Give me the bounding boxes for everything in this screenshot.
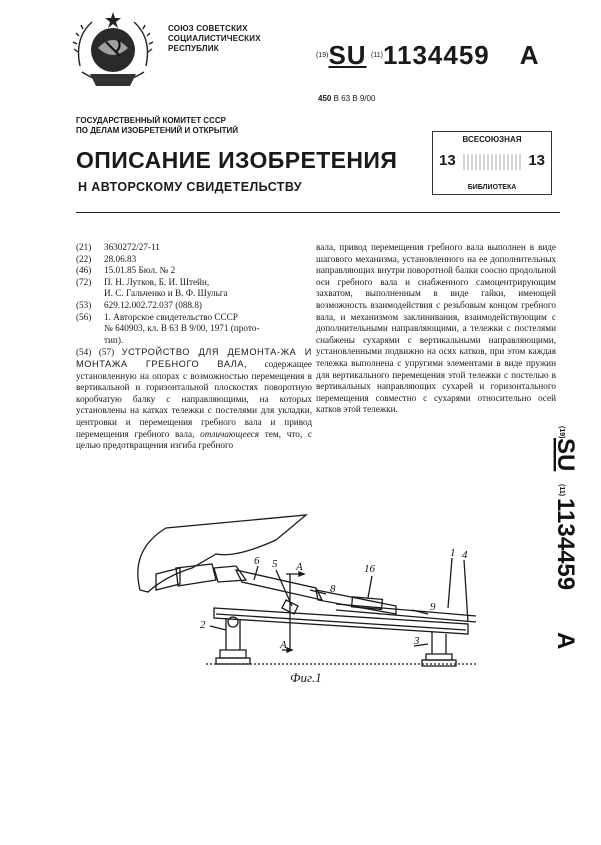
- figure-caption: Фиг.1: [290, 670, 322, 685]
- label-a-top: А: [296, 561, 303, 573]
- left-support: [220, 618, 246, 658]
- label-6: 6: [254, 555, 260, 567]
- label-a-bottom: А: [280, 639, 287, 651]
- country-code: SU: [328, 40, 367, 70]
- biblio-row: № 640903, кл. В 63 В 9/00, 1971 (прото-: [104, 323, 260, 334]
- label-1: 1: [450, 547, 456, 559]
- label-2: 2: [200, 619, 206, 631]
- label-5: 5: [272, 558, 278, 570]
- label-16: 16: [364, 563, 375, 575]
- library-stamp: ВСЕСОЮЗНАЯ 13 13 БИБЛИОТЕКА: [432, 131, 552, 195]
- biblio-row: И. С. Гальченко и В. Ф. Шульга: [104, 288, 228, 299]
- sidebar-country: SU: [552, 438, 579, 472]
- patent-number: 1134459: [382, 40, 490, 70]
- right-column: [316, 242, 556, 416]
- biblio-row: (56) 1. Авторское свидетельство СССР: [76, 311, 238, 322]
- header-divider: [76, 212, 560, 213]
- label-9: 9: [430, 601, 436, 613]
- propeller-shaft: [214, 566, 322, 600]
- biblio-row: (72) П. Н. Лутков, Б. И. Штейн,: [76, 276, 210, 287]
- bibliographic-data: [76, 242, 312, 346]
- sidebar-country-code: (19): [558, 426, 565, 439]
- patent-number-block: (19)SU (11)1134459 A: [316, 40, 539, 70]
- invention-title: УСТРОЙСТВО ДЛЯ ДЕМОНТА-ЖА И МОНТАЖА ГРЕБНОГО ВАЛА,: [76, 347, 312, 369]
- biblio-row: (21) 3630272/27-11: [76, 242, 160, 252]
- right-support: [426, 632, 452, 660]
- biblio-row: (53) 629.12.002.72.037 (088.8): [76, 299, 202, 310]
- biblio-row: тип).: [104, 334, 124, 345]
- committee-name: ГОСУДАРСТВЕННЫЙ КОМИТЕТ СССР ПО ДЕЛАМ ИЗОБРЕТЕНИЙ И ОТКРЫТИЙ: [76, 116, 239, 135]
- sidebar-number: 1134459: [552, 498, 579, 591]
- claim-continuation: вала, привод перемещения гребного вала выполнен в виде шагового механизма, установленного на ее дополнительных направляющих внутри поворотной балки соосно продольной оси гребного вала и снабженного самоцентрирующим захватом, выполненным в виде гайки, имеющей возможность взаимодействия с резьбовым концом гребного вала, и механизмом заклинивания, взаимодействующим с дополнительными направляющими, а тележки с постелями снабжены сухарями с вертикальными направляющими, установленными подвижно на осях катков, при этом каждая тележка выполнена с упругими элементами в виде пружин для вертикального перемещения этой тележки с постелью в вертикальных направляющих сухарей и горизонтального перемещения совместно с сухарями относительно осей катков этой тележки.: [316, 242, 556, 415]
- issuer-name: СОЮЗ СОВЕТСКИХ СОЦИАЛИСТИЧЕСКИХ РЕСПУБЛИК: [168, 24, 261, 53]
- sidebar-number-code: (11): [558, 484, 565, 497]
- ipc-classification: 450 В 63 В 9/00: [318, 94, 376, 103]
- document-subtitle: Н АВТОРСКОМУ СВИДЕТЕЛЬСТВУ: [78, 180, 302, 194]
- state-emblem-icon: [70, 8, 156, 98]
- vertical-patent-number: [536, 426, 579, 666]
- document-title: ОПИСАНИЕ ИЗОБРЕТЕНИЯ: [76, 147, 398, 173]
- sidebar-kind: A: [552, 632, 579, 650]
- label-3: 3: [414, 635, 420, 647]
- patent-kind: A: [519, 40, 539, 70]
- label-8: 8: [330, 583, 336, 595]
- claim-text: (54) (57) УСТРОЙСТВО ДЛЯ ДЕМОНТА-ЖА И МОНТАЖА ГРЕБНОГО ВАЛА, содержащее установленную на опорах с возможностью перемещения в вертикальной и горизонтальной плоскостях поворотную коробчатую балку с направляющими, на которых установлены на катках тележки с постелями для укладки, центровки и перемещения гребного вала и привод перемещения гребного вала, отличающееся тем, что, с целью предотвращения изгиба гребного: [76, 347, 313, 451]
- biblio-row: (22) 28.06.83: [76, 253, 137, 264]
- label-4: 4: [462, 549, 468, 561]
- left-column: [76, 242, 312, 452]
- biblio-row: (46) 15.01.85 Бюл. № 2: [76, 265, 176, 276]
